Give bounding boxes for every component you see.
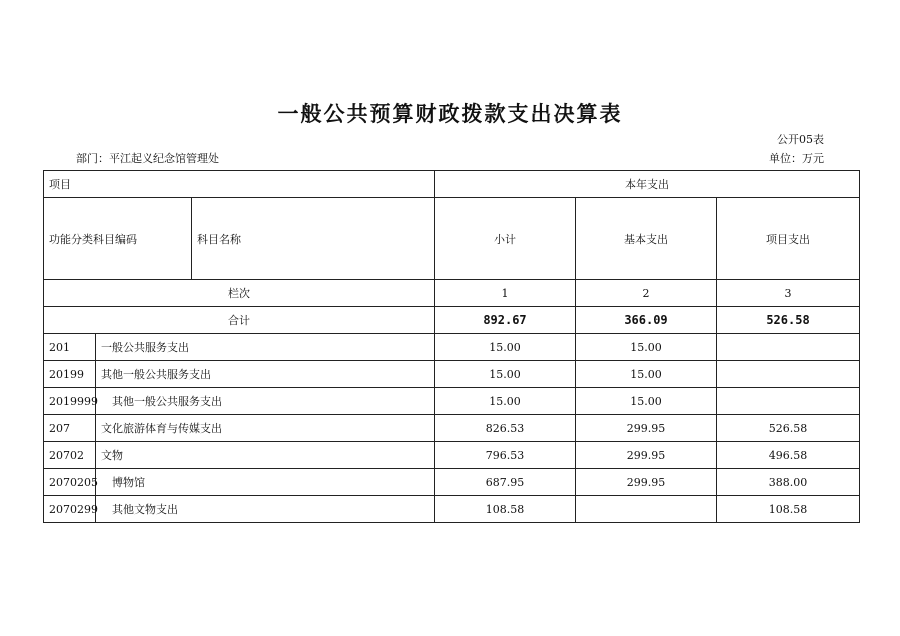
header-subtotal: 小计 [435,198,576,280]
row-subtotal: 15.00 [435,334,576,361]
row-code: 2019999 [44,388,96,415]
row-subtotal: 687.95 [435,469,576,496]
row-code: 20199 [44,361,96,388]
report-title: 一般公共预算财政拨款支出决算表 [277,102,623,126]
header-project: 项目支出 [717,198,860,280]
column-index-2: 2 [576,280,717,307]
unit-label: 单位：万元 [769,152,824,165]
department-label: 部门：平江起义纪念馆管理处 [76,152,219,165]
row-name: 其他一般公共服务支出 [96,361,435,388]
table-row [44,415,860,442]
row-basic: 299.95 [576,415,717,442]
column-index-row [44,280,860,307]
row-basic: 15.00 [576,361,717,388]
total-row [44,307,860,334]
row-name: 其他文物支出 [96,496,435,523]
row-basic: 15.00 [576,388,717,415]
row-basic [576,496,717,523]
row-subtotal: 796.53 [435,442,576,469]
total-label: 合计 [44,307,435,334]
total-basic: 366.09 [576,307,717,334]
row-basic: 15.00 [576,334,717,361]
row-name: 文物 [96,442,435,469]
row-name: 其他一般公共服务支出 [96,388,435,415]
row-code: 20702 [44,442,96,469]
total-subtotal: 892.67 [435,307,576,334]
row-name: 一般公共服务支出 [96,334,435,361]
row-name: 文化旅游体育与传媒支出 [96,415,435,442]
row-name: 博物馆 [96,469,435,496]
row-project [717,361,860,388]
table-row [44,496,860,523]
header-item: 项目 [44,171,435,198]
row-basic: 299.95 [576,469,717,496]
table-row [44,469,860,496]
row-project: 388.00 [717,469,860,496]
row-code: 2070299 [44,496,96,523]
column-index-1: 1 [435,280,576,307]
row-subtotal: 826.53 [435,415,576,442]
header-basic: 基本支出 [576,198,717,280]
row-code: 207 [44,415,96,442]
table-row [44,334,860,361]
header-row-2 [44,198,860,280]
header-row-1 [44,171,860,198]
row-subtotal: 108.58 [435,496,576,523]
row-code: 2070205 [44,469,96,496]
table-row [44,442,860,469]
row-code: 201 [44,334,96,361]
total-project: 526.58 [717,307,860,334]
form-number: 公开05表 [777,133,824,146]
header-current-year: 本年支出 [435,171,860,198]
table-row [44,361,860,388]
row-project: 496.58 [717,442,860,469]
row-project: 108.58 [717,496,860,523]
header-func-code: 功能分类科目编码 [44,198,192,280]
expenditure-table [43,170,860,523]
column-index-3: 3 [717,280,860,307]
header-subject-name: 科目名称 [192,198,435,280]
row-basic: 299.95 [576,442,717,469]
row-project: 526.58 [717,415,860,442]
row-subtotal: 15.00 [435,388,576,415]
row-project [717,334,860,361]
row-project [717,388,860,415]
column-index-label: 栏次 [44,280,435,307]
table-row [44,388,860,415]
row-subtotal: 15.00 [435,361,576,388]
